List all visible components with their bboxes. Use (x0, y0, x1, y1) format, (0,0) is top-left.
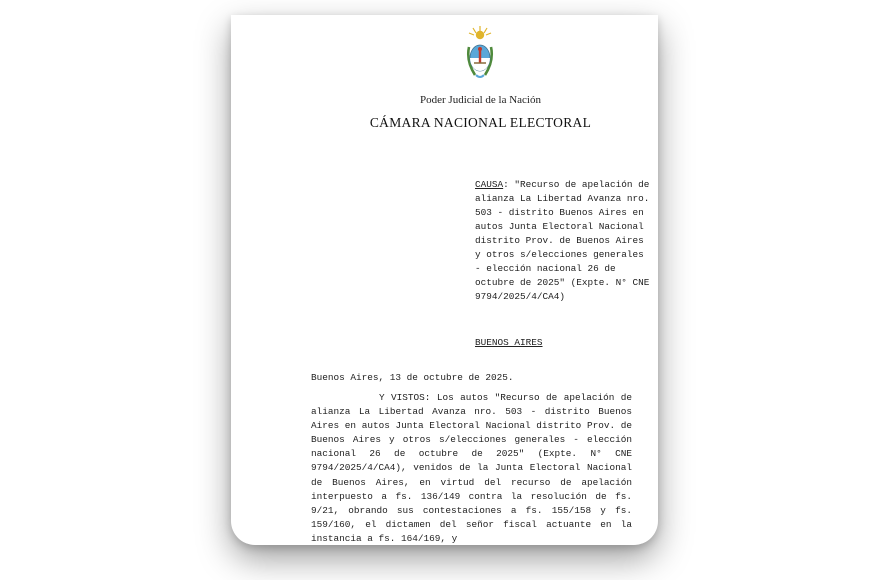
body-paragraph: Y VISTOS: Los autos "Recurso de apelación de alianza La Libertad Avanza nro. 503 - distrito Buenos Aires en autos Junta Electoral Nacional distrito Prov. de Buenos Aires y otros s/elecciones generales - elección nacional 26 de octubre de 2025" (Expte. N° CNE 9794/2025/4/CA4), venidos de la Junta Electoral Nacional de Buenos Aires, en virtud del recurso de apelación interpuesto a fs. 136/149 contra la resolución de fs. 9/21, obrando sus contestaciones a fs. 155/158 y fs. 159/160, el dictamen del señor fiscal actuante en la instancia a fs. 164/169, y (311, 392, 632, 544)
causa-text: : "Recurso de apelación de alianza La Libertad Avanza nro. 503 - distrito Buenos Aires en autos Junta Electoral Nacional distrito Prov. de Buenos Aires y otros s/elecciones generales - elección nacional 26 de octubre de 2025" (Expte. N° CNE 9794/2025/4/CA4) (475, 179, 650, 302)
coat-of-arms-icon (465, 25, 495, 83)
date-line: Buenos Aires, 13 de octubre de 2025. (311, 372, 514, 383)
causa-label: CAUSA (475, 179, 504, 190)
judiciary-name: Poder Judicial de la Nación (420, 94, 541, 106)
document-page (231, 15, 658, 545)
court-name: CÁMARA NACIONAL ELECTORAL (369, 115, 592, 130)
case-caption (475, 178, 650, 304)
case-place: BUENOS AIRES (475, 337, 543, 348)
